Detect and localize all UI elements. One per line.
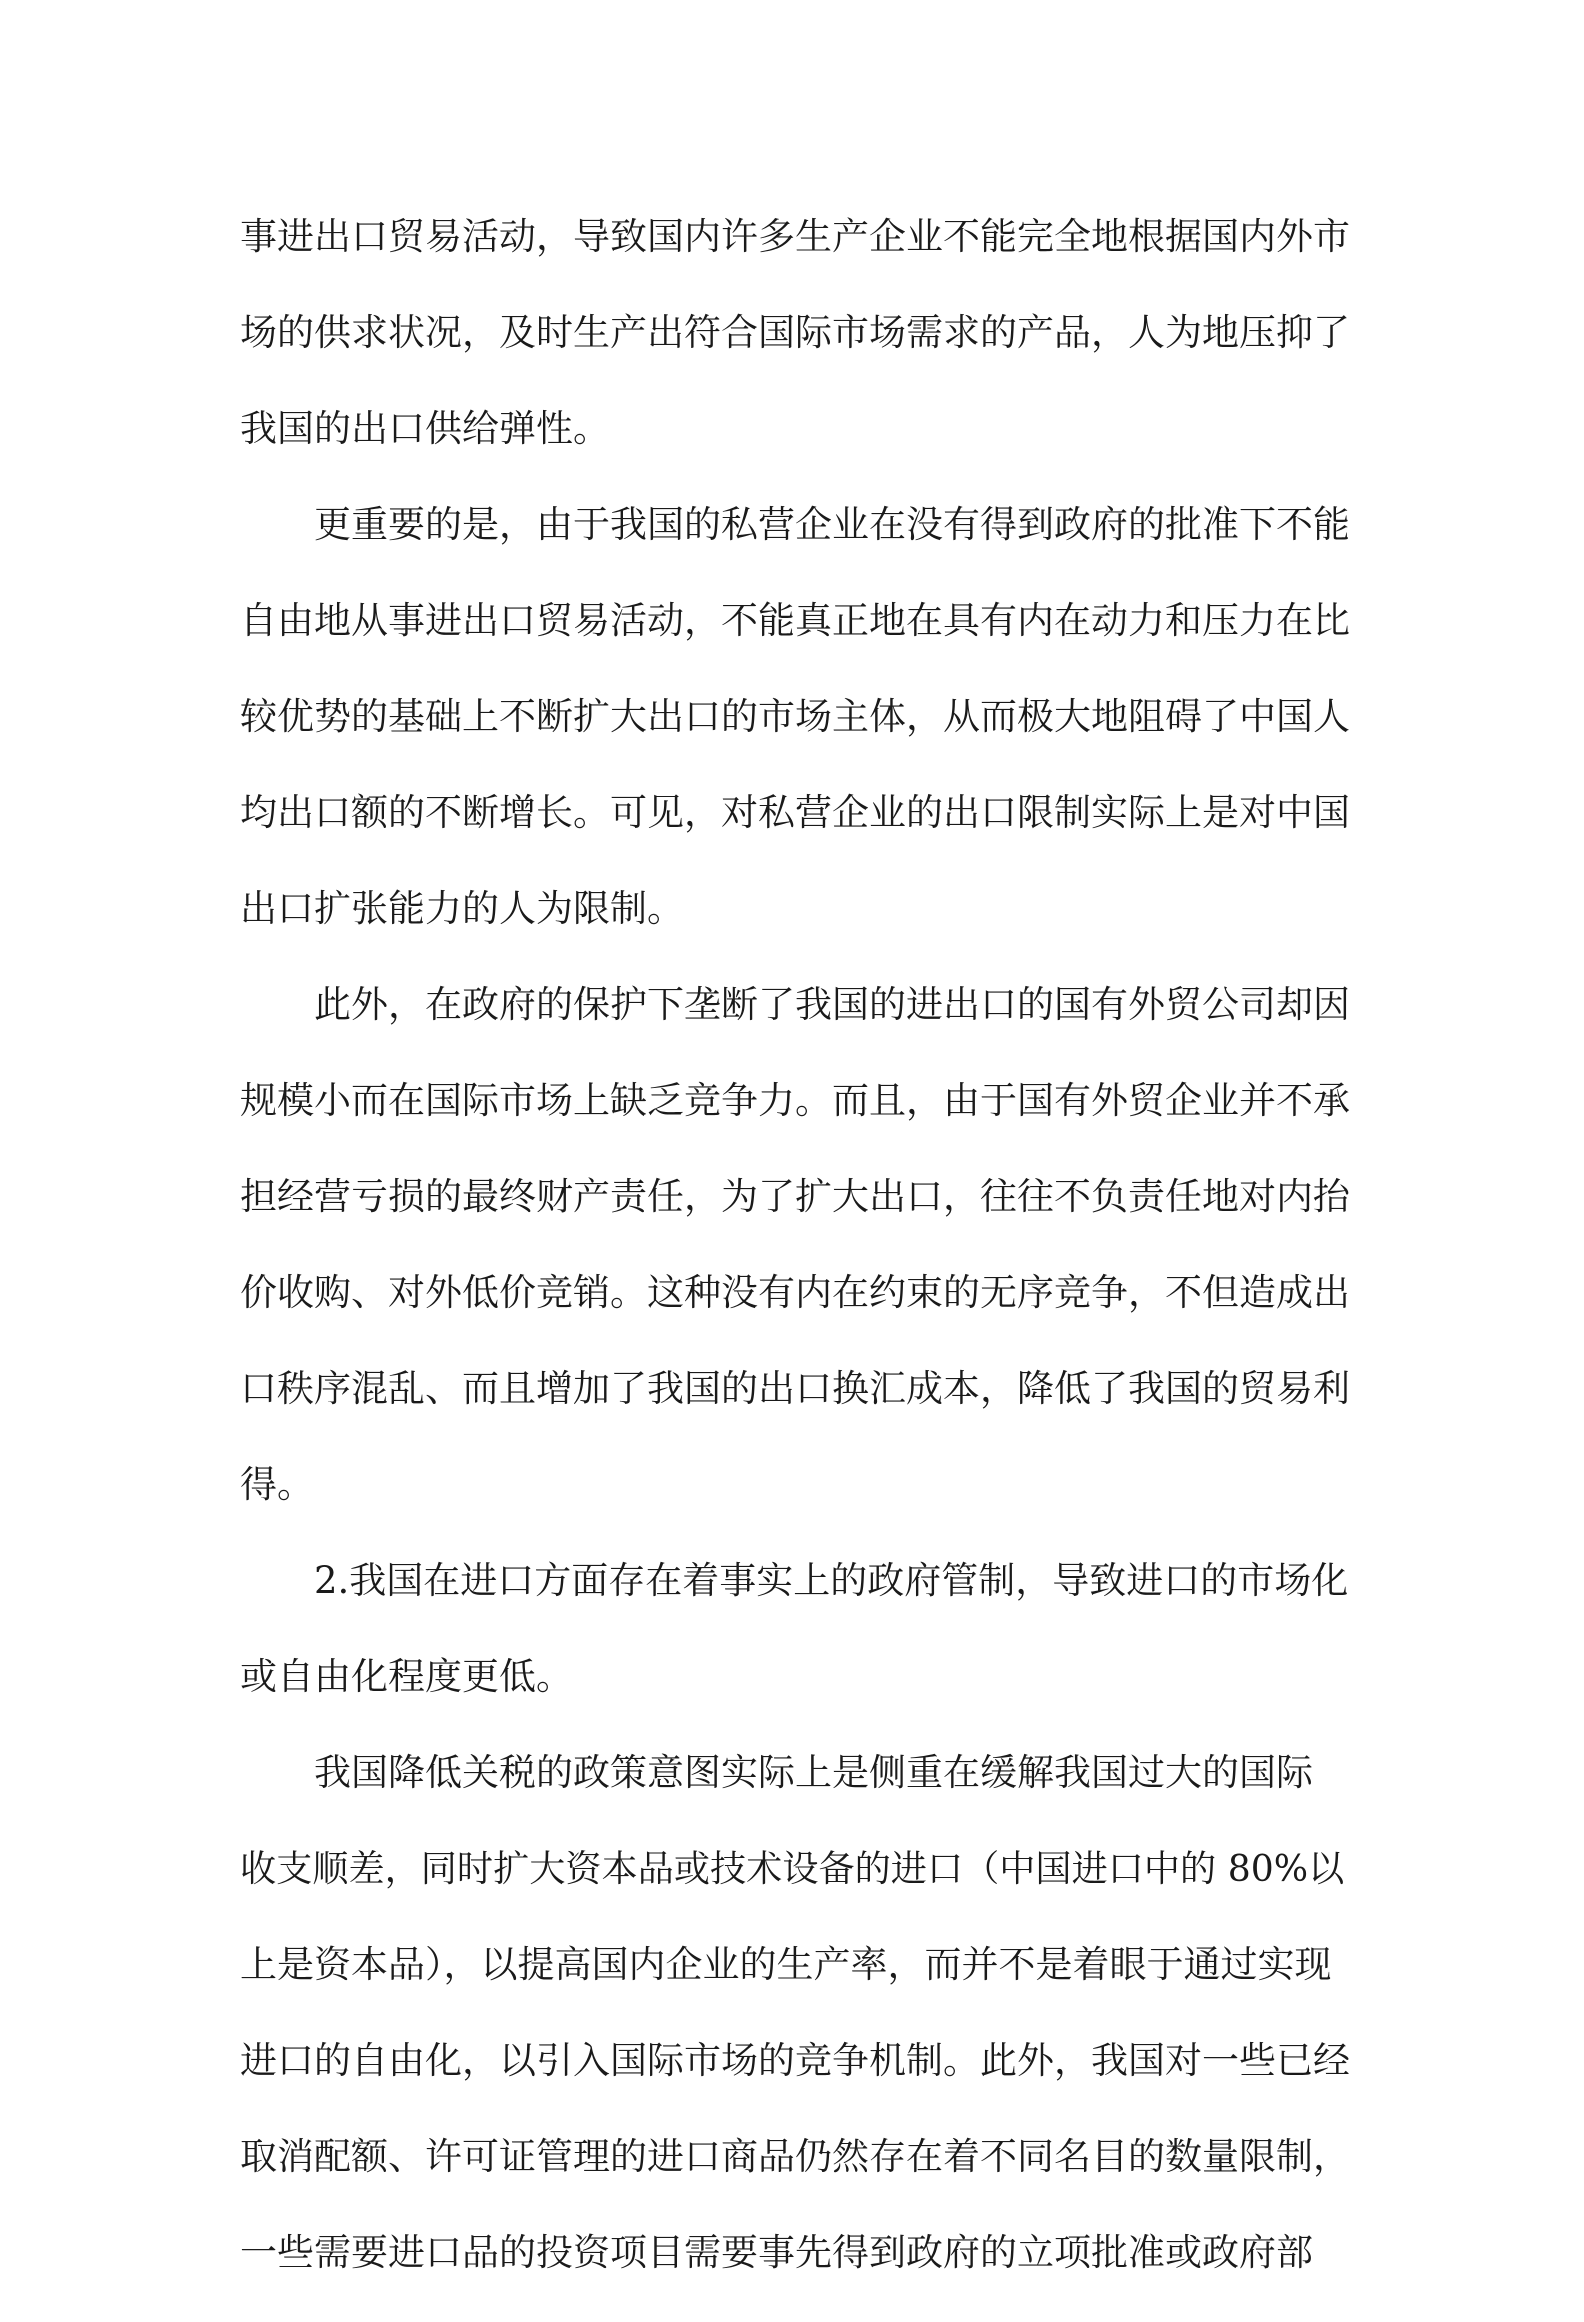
paragraph (240, 210, 1350, 498)
paragraph-line: 出口扩张能力的人为限制。 (240, 887, 684, 930)
body-text (240, 210, 1350, 2322)
paragraph (240, 1746, 1350, 2322)
paragraph-line: 收支顺差，同时扩大资本品或技术设备的进口（中国进口中的 80%以 (240, 1847, 1345, 1890)
paragraph-line: 场的供求状况，及时生产出符合国际市场需求的产品，人为地压抑了 (240, 311, 1350, 354)
paragraph-line: 得。 (240, 1463, 314, 1506)
paragraph-line: 担经营亏损的最终财产责任，为了扩大出口，往往不负责任地对内抬 (240, 1175, 1350, 1218)
paragraph-line: 进口的自由化，以引入国际市场的竞争机制。此外，我国对一些已经 (240, 2039, 1350, 2082)
paragraph-line: 更重要的是，由于我国的私营企业在没有得到政府的批准下不能 (314, 503, 1350, 546)
paragraph-line: 上是资本品），以提高国内企业的生产率，而并不是着眼于通过实现 (240, 1943, 1332, 1986)
paragraph-line: 一些需要进口品的投资项目需要事先得到政府的立项批准或政府部 (240, 2231, 1313, 2274)
paragraph-line: 我国的出口供给弹性。 (240, 407, 610, 450)
paragraph (240, 498, 1350, 978)
paragraph-line: 事进出口贸易活动，导致国内许多生产企业不能完全地根据国内外市 (240, 215, 1350, 258)
paragraph-line: 较优势的基础上不断扩大出口的市场主体，从而极大地阻碍了中国人 (240, 695, 1350, 738)
paragraph-line: 规模小而在国际市场上缺乏竞争力。而且，由于国有外贸企业并不承 (240, 1079, 1350, 1122)
paragraph-line: 价收购、对外低价竞销。这种没有内在约束的无序竞争，不但造成出 (240, 1271, 1350, 1314)
paragraph-line: 此外，在政府的保护下垄断了我国的进出口的国有外贸公司却因 (314, 983, 1350, 1026)
paragraph (240, 978, 1350, 1554)
paragraph-line: 自由地从事进出口贸易活动，不能真正地在具有内在动力和压力在比 (240, 599, 1350, 642)
paragraph-line: 2.我国在进口方面存在着事实上的政府管制，导致进口的市场化 (314, 1559, 1349, 1602)
paragraph-line: 或自由化程度更低。 (240, 1655, 573, 1698)
paragraph-line: 口秩序混乱、而且增加了我国的出口换汇成本，降低了我国的贸易利 (240, 1367, 1350, 1410)
paragraph-line: 我国降低关税的政策意图实际上是侧重在缓解我国过大的国际 (314, 1751, 1313, 1794)
paragraph-line: 取消配额、许可证管理的进口商品仍然存在着不同名目的数量限制， (240, 2135, 1350, 2178)
paragraph (240, 1554, 1350, 1746)
paragraph-line: 均出口额的不断增长。可见，对私营企业的出口限制实际上是对中国 (240, 791, 1350, 834)
